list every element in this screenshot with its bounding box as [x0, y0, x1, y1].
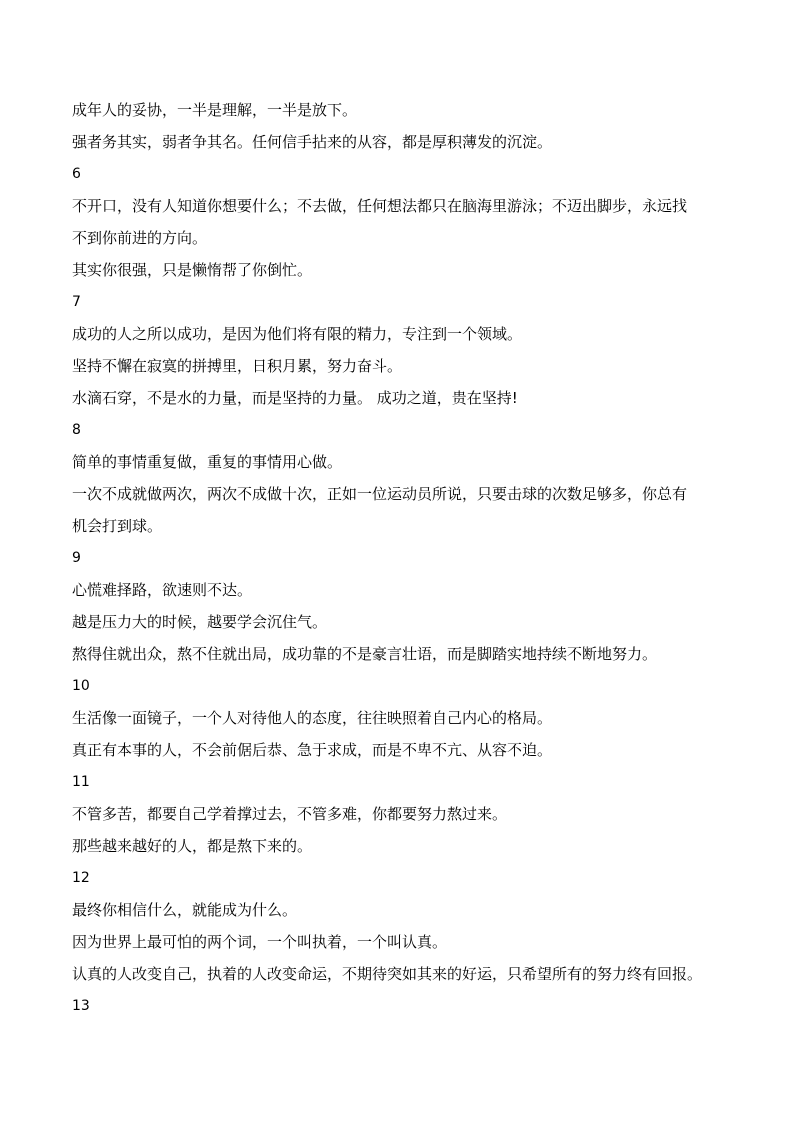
text-line: 成功的人之所以成功，是因为他们将有限的精力，专注到一个领域。 [72, 325, 523, 343]
text-line: 真正有本事的人，不会前倨后恭、急于求成，而是不卑不亢、从容不迫。 [72, 741, 553, 759]
text-line: 水滴石穿，不是水的力量，而是坚持的力量。 成功之道，贵在坚持! [72, 389, 518, 407]
text-line: 生活像一面镜子，一个人对待他人的态度，往往映照着自己内心的格局。 [72, 709, 553, 727]
section-number: 8 [72, 422, 81, 438]
section-number: 10 [72, 678, 90, 694]
document-page [72, 94, 732, 1022]
text-line: 越是压力大的时候，越要学会沉住气。 [72, 613, 328, 631]
text-line: 简单的事情重复做，重复的事情用心做。 [72, 453, 343, 471]
section-number: 9 [72, 550, 81, 566]
section-number: 13 [72, 998, 90, 1014]
text-line: 最终你相信什么，就能成为什么。 [72, 901, 298, 919]
text-line: 那些越来越好的人，都是熬下来的。 [72, 837, 313, 855]
section-number: 7 [72, 294, 81, 310]
text-line: 其实你很强，只是懒惰帮了你倒忙。 [72, 261, 313, 279]
text-line: 机会打到球。 [72, 517, 163, 535]
text-line: 一次不成就做两次，两次不成做十次，正如一位运动员所说，只要击球的次数足够多，你总有 [72, 485, 688, 503]
text-line: 不管多苦，都要自己学着撑过去，不管多难，你都要努力熬过来。 [72, 805, 508, 823]
text-line: 熬得住就出众，熬不住就出局，成功靠的不是豪言壮语，而是脚踏实地持续不断地努力。 [72, 645, 658, 663]
text-line: 成年人的妥协，一半是理解，一半是放下。 [72, 101, 358, 119]
text-line: 强者务其实，弱者争其名。任何信手拈来的从容，都是厚积薄发的沉淀。 [72, 133, 553, 151]
text-line: 认真的人改变自己，执着的人改变命运，不期待突如其来的好运，只希望所有的努力终有回报。 [72, 965, 703, 983]
text-line: 因为世界上最可怕的两个词，一个叫执着，一个叫认真。 [72, 933, 448, 951]
text-line: 坚持不懈在寂寞的拼搏里，日积月累，努力奋斗。 [72, 357, 403, 375]
text-line: 不到你前进的方向。 [72, 229, 208, 247]
section-number: 12 [72, 870, 90, 886]
section-number: 6 [72, 166, 81, 182]
text-line: 心慌难择路，欲速则不达。 [72, 581, 253, 599]
section-number: 11 [72, 774, 90, 790]
text-line: 不开口，没有人知道你想要什么；不去做，任何想法都只在脑海里游泳；不迈出脚步，永远找 [72, 197, 688, 215]
